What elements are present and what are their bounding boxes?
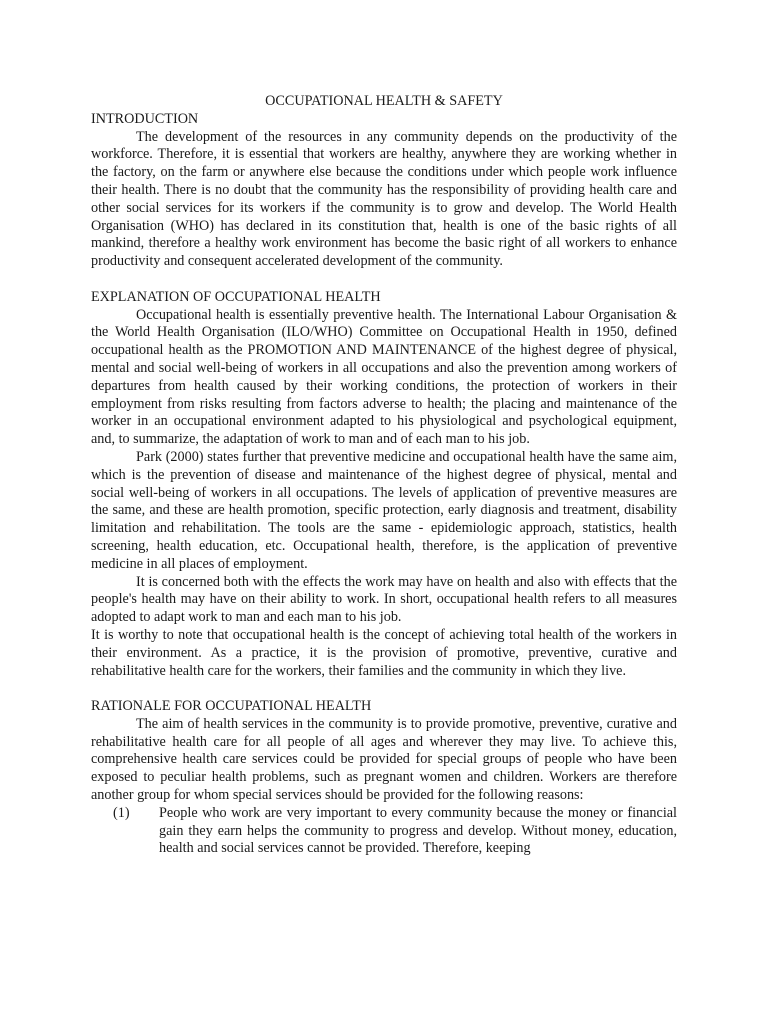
section-heading-rationale: RATIONALE FOR OCCUPATIONAL HEALTH — [91, 698, 372, 715]
paragraph: Park (2000) states further that preventive medicine and occupational health have the same aim, which is the prevention of disease and maintenance of the highest degree of physical, mental and social well-being of workers in all occupations. The levels of application of preventive measures are the same, and these are health promotion, specific protection, early diagnosis and treatment, disability limitation and rehabilitation. The tools are the same - epidemiologic approach, statistics, health screening, health education, etc. Occupational health, therefore, is the application of preventive medicine in all places of employment. — [91, 448, 677, 572]
section-heading-explanation: EXPLANATION OF OCCUPATIONAL HEALTH — [91, 288, 381, 305]
paragraph: It is concerned both with the effects the work may have on health and also with effects that the people's health may have on their ability to work. In short, occupational health refers to all measures adopted to adapt work to man and each man to his job. — [91, 573, 677, 626]
list-item-text: People who work are very important to every community because the money or financial gain they earn helps the community to progress and develop. Without money, education, health and social services cannot be provided. Therefore, keeping — [159, 804, 677, 857]
document-title: OCCUPATIONAL HEALTH & SAFETY — [265, 93, 503, 109]
spacer — [91, 271, 677, 289]
list-item-number: (1) — [113, 804, 130, 821]
paragraph: The development of the resources in any community depends on the productivity of the workforce. Therefore, it is essential that workers are healthy, anywhere they are working whether in the factory, on the farm or anywhere else because the conditions under which people work influence their health. There is no doubt that the community has the responsibility of providing health care and other social services for its workers if the community is to grow and develop. The World Health Organisation (WHO) has declared in its constitution that, health is one of the basic rights of all mankind, therefore a healthy work environment has become the basic right of all workers to enhance productivity and consequent accelerated development of the community. — [91, 128, 677, 270]
paragraph: Occupational health is essentially preventive health. The International Labour Organisation & the World Health Organisation (ILO/WHO) Committee on Occupational Health in 1950, defined occupational health as the PROMOTION AND MAINTENANCE of the highest degree of physical, mental and social well-being of workers in all occupations and also the prevention among workers of departures from health caused by their working conditions, the protection of workers in their employment from risks resulting from factors adverse to health; the placing and maintenance of the worker in an occupational environment adapted to his physiological and psychological equipment, and, to summarize, the adaptation of work to man and of each man to his job. — [91, 306, 677, 448]
paragraph: It is worthy to note that occupational health is the concept of achieving total health of the workers in their environment. As a practice, it is the provision of promotive, preventive, curative and rehabilitative health care for the workers, their families and the community in which they live. — [91, 626, 677, 679]
section-heading-introduction: INTRODUCTION — [91, 110, 199, 127]
spacer — [91, 680, 677, 698]
document-page — [91, 93, 677, 858]
list-item — [91, 805, 677, 858]
paragraph: The aim of health services in the community is to provide promotive, preventive, curative and rehabilitative health care for all people of all ages and wherever they may live. To achieve this, comprehensive health care services could be provided for special groups of people who have been exposed to peculiar health problems, such as pregnant women and children. Workers are therefore another group for whom special services should be provided for the following reasons: — [91, 715, 677, 804]
